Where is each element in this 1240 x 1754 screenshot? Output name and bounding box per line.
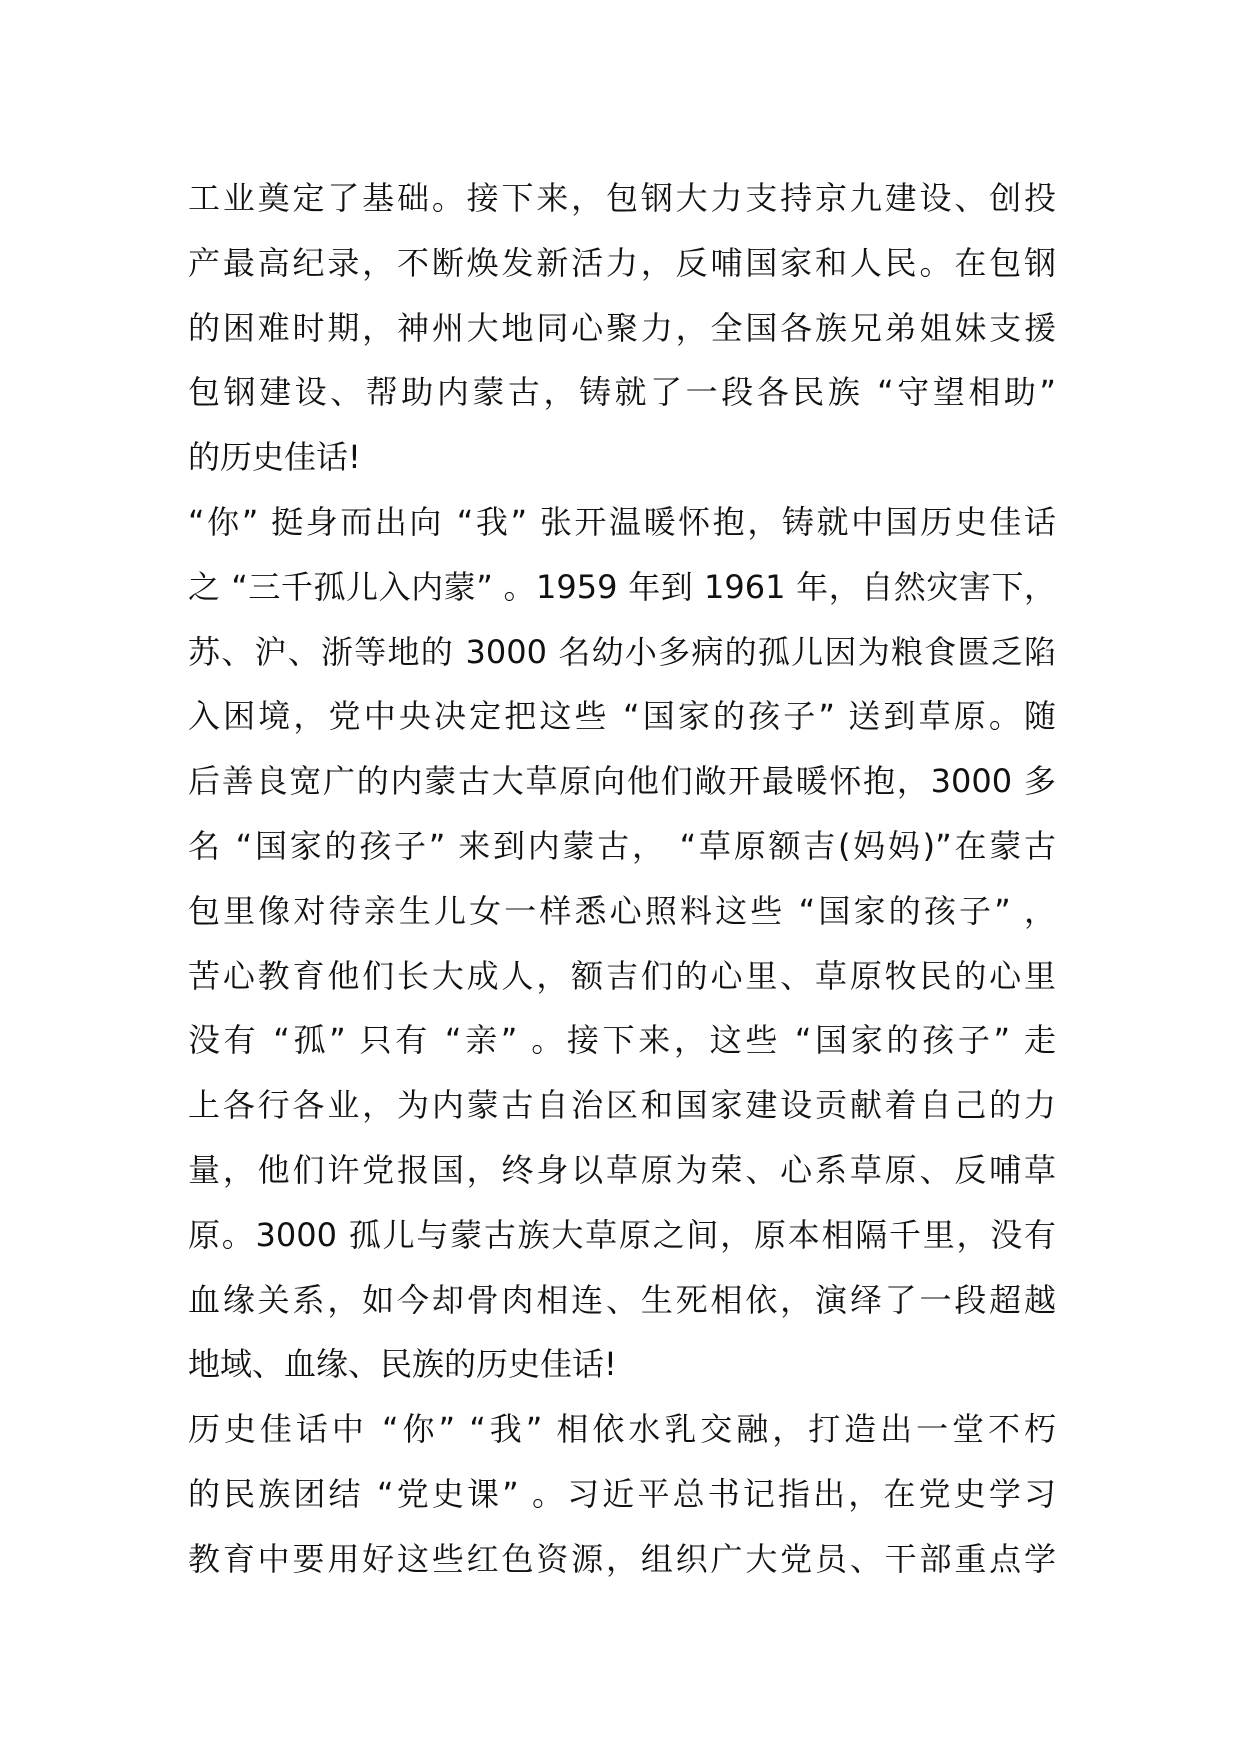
text-line-18: 血缘关系，如今却骨肉相连、生死相依，演绎了一段超越 [188, 1280, 1056, 1319]
text-line-2: 产最高纪录，不断焕发新活力，反哺国家和人民。在包钢 [188, 243, 1056, 282]
text-line-12: 包里像对待亲生儿女一样悉心照料这些 “国家的孩子” ， [188, 891, 1056, 930]
body-text [188, 166, 1056, 1592]
text-line-10: 后善良宽广的内蒙古大草原向他们敞开最暖怀抱，3000 多 [188, 762, 1056, 801]
text-line-8: 苏、沪、浙等地的 3000 名幼小多病的孤儿因为粮食匮乏陷 [188, 632, 1056, 671]
text-line-21: 的民族团结 “党史课” 。习近平总书记指出，在党史学习 [188, 1474, 1056, 1513]
text-line-7: 之 “三千孤儿入内蒙” 。1959 年到 1961 年，自然灾害下， [188, 567, 1056, 606]
text-line-5: 的历史佳话! [188, 438, 361, 477]
text-line-6: “你” 挺身而出向 “我” 张开温暖怀抱，铸就中国历史佳话 [188, 502, 1056, 541]
text-line-19: 地域、血缘、民族的历史佳话! [188, 1345, 617, 1384]
text-line-20: 历史佳话中 “你” “我” 相依水乳交融，打造出一堂不朽 [188, 1410, 1056, 1449]
text-line-17: 原。3000 孤儿与蒙古族大草原之间，原本相隔千里，没有 [188, 1215, 1056, 1254]
text-line-16: 量，他们许党报国，终身以草原为荣、心系草原、反哺草 [188, 1150, 1056, 1189]
text-line-11: 名 “国家的孩子” 来到内蒙古， “草原额吉(妈妈)”在蒙古 [188, 826, 1056, 865]
text-line-15: 上各行各业，为内蒙古自治区和国家建设贡献着自己的力 [188, 1086, 1056, 1125]
text-line-14: 没有 “孤” 只有 “亲” 。接下来，这些 “国家的孩子” 走 [188, 1021, 1056, 1060]
text-line-3: 的困难时期，神州大地同心聚力，全国各族兄弟姐妹支援 [188, 308, 1056, 347]
text-line-9: 入困境，党中央决定把这些 “国家的孩子” 送到草原。随 [188, 697, 1056, 736]
text-line-13: 苦心教育他们长大成人，额吉们的心里、草原牧民的心里 [188, 956, 1056, 995]
text-line-4: 包钢建设、帮助内蒙古，铸就了一段各民族 “守望相助” [188, 373, 1056, 412]
text-line-22: 教育中要用好这些红色资源，组织广大党员、干部重点学 [188, 1539, 1056, 1578]
text-line-1: 工业奠定了基础。接下来，包钢大力支持京九建设、创投 [188, 179, 1056, 217]
